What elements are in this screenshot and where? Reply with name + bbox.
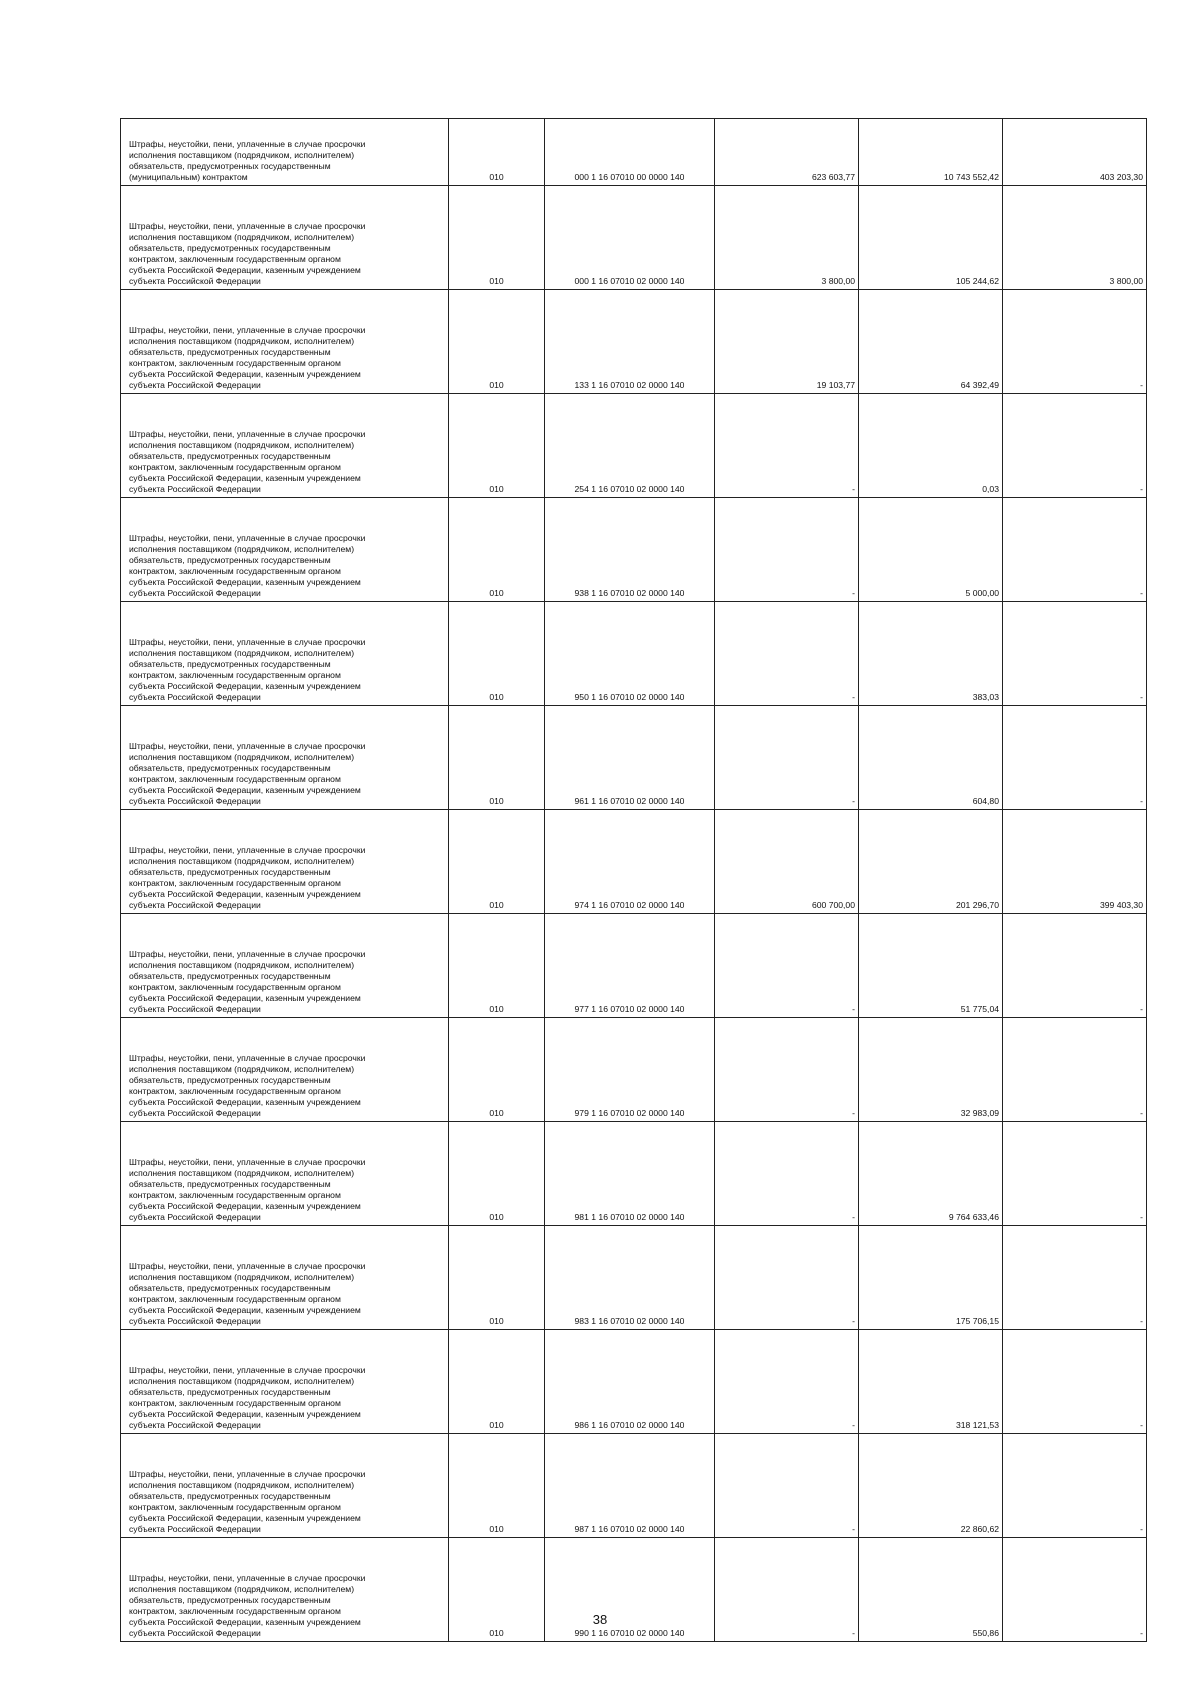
description-line: обязательств, предусмотренных государственным [129,555,331,565]
value-column-1: - [715,498,859,602]
table-row [121,1018,1147,1122]
description-line: субъекта Российской Федерации, казенным учреждением [129,1097,361,1107]
description-line: обязательств, предусмотренных государственным [129,867,331,877]
description-line: контрактом, заключенным государственным органом [129,1502,341,1512]
budget-classification-code: 961 1 16 07010 02 0000 140 [545,706,715,810]
description-line: субъекта Российской Федерации, казенным учреждением [129,1513,361,1523]
description-line: обязательств, предусмотренных государственным [129,1075,331,1085]
line-code: 010 [449,290,545,394]
value-column-2: 5 000,00 [859,498,1003,602]
line-code: 010 [449,394,545,498]
description-line: контрактом, заключенным государственным органом [129,670,341,680]
description-line: субъекта Российской Федерации, казенным учреждением [129,1409,361,1419]
description-line: Штрафы, неустойки, пени, уплаченные в случае просрочки [129,1469,366,1479]
value-column-2: 604,80 [859,706,1003,810]
description-line: Штрафы, неустойки, пени, уплаченные в случае просрочки [129,845,366,855]
description-line: Штрафы, неустойки, пени, уплаченные в случае просрочки [129,1573,366,1583]
table-row [121,119,1147,186]
page-number: 38 [592,1612,608,1627]
table-row [121,1226,1147,1330]
description-line: субъекта Российской Федерации [129,1004,261,1014]
value-column-1: - [715,914,859,1018]
value-column-3: - [1003,914,1147,1018]
row-description [121,1226,449,1330]
description-line: субъекта Российской Федерации [129,1212,261,1222]
budget-classification-code: 983 1 16 07010 02 0000 140 [545,1226,715,1330]
description-line: Штрафы, неустойки, пени, уплаченные в случае просрочки [129,637,366,647]
line-code: 010 [449,1018,545,1122]
description-line: контрактом, заключенным государственным органом [129,566,341,576]
row-description [121,810,449,914]
table-row [121,602,1147,706]
row-description [121,602,449,706]
description-line: исполнения поставщиком (подрядчиком, исполнителем) [129,544,355,554]
value-column-3: - [1003,1226,1147,1330]
table-row [121,810,1147,914]
description-line: Штрафы, неустойки, пени, уплаченные в случае просрочки [129,1365,366,1375]
description-line: Штрафы, неустойки, пени, уплаченные в случае просрочки [129,325,366,335]
description-line: Штрафы, неустойки, пени, уплаченные в случае просрочки [129,533,366,543]
value-column-2: 64 392,49 [859,290,1003,394]
line-code: 010 [449,1226,545,1330]
description-line: субъекта Российской Федерации [129,900,261,910]
line-code: 010 [449,810,545,914]
table-row [121,498,1147,602]
description-line: контрактом, заключенным государственным органом [129,358,341,368]
description-line: контрактом, заключенным государственным органом [129,774,341,784]
value-column-3: - [1003,1538,1147,1642]
description-line: обязательств, предусмотренных государственным [129,451,331,461]
value-column-2: 9 764 633,46 [859,1122,1003,1226]
value-column-2: 10 743 552,42 [859,119,1003,186]
line-code: 010 [449,914,545,1018]
value-column-2: 22 860,62 [859,1434,1003,1538]
value-column-2: 32 983,09 [859,1018,1003,1122]
line-code: 010 [449,1434,545,1538]
value-column-3: - [1003,394,1147,498]
description-line: субъекта Российской Федерации [129,1108,261,1118]
budget-classification-code: 000 1 16 07010 02 0000 140 [545,186,715,290]
description-line: исполнения поставщиком (подрядчиком, исполнителем) [129,1480,355,1490]
description-line: контрактом, заключенным государственным органом [129,982,341,992]
budget-classification-code: 974 1 16 07010 02 0000 140 [545,810,715,914]
description-line: субъекта Российской Федерации [129,484,261,494]
line-code: 010 [449,1122,545,1226]
description-line: контрактом, заключенным государственным органом [129,1606,341,1616]
description-line: исполнения поставщиком (подрядчиком, исполнителем) [129,1168,355,1178]
row-description [121,290,449,394]
row-description [121,186,449,290]
description-line: субъекта Российской Федерации, казенным учреждением [129,889,361,899]
budget-classification-code: 979 1 16 07010 02 0000 140 [545,1018,715,1122]
description-line: субъекта Российской Федерации, казенным учреждением [129,1617,361,1627]
value-column-2: 318 121,53 [859,1330,1003,1434]
description-line: исполнения поставщиком (подрядчиком, исполнителем) [129,752,355,762]
description-line: контрактом, заключенным государственным органом [129,254,341,264]
budget-classification-code: 981 1 16 07010 02 0000 140 [545,1122,715,1226]
line-code: 010 [449,706,545,810]
value-column-1: - [715,1122,859,1226]
description-line: Штрафы, неустойки, пени, уплаченные в случае просрочки [129,1157,366,1167]
description-line: обязательств, предусмотренных государственным [129,1179,331,1189]
value-column-2: 51 775,04 [859,914,1003,1018]
row-description [121,394,449,498]
description-line: субъекта Российской Федерации, казенным учреждением [129,1305,361,1315]
description-line: (муниципальным) контрактом [129,172,248,182]
value-column-2: 201 296,70 [859,810,1003,914]
description-line: исполнения поставщиком (подрядчиком, исполнителем) [129,1272,355,1282]
value-column-3: 399 403,30 [1003,810,1147,914]
value-column-1: 600 700,00 [715,810,859,914]
description-line: обязательств, предусмотренных государственным [129,243,331,253]
line-code: 010 [449,1330,545,1434]
description-line: Штрафы, неустойки, пени, уплаченные в случае просрочки [129,221,366,231]
description-line: контрактом, заключенным государственным органом [129,1086,341,1096]
description-line: исполнения поставщиком (подрядчиком, исполнителем) [129,150,355,160]
description-line: исполнения поставщиком (подрядчиком, исполнителем) [129,232,355,242]
value-column-1: - [715,706,859,810]
value-column-3: - [1003,706,1147,810]
description-line: Штрафы, неустойки, пени, уплаченные в случае просрочки [129,429,366,439]
value-column-3: 3 800,00 [1003,186,1147,290]
row-description [121,1434,449,1538]
description-line: Штрафы, неустойки, пени, уплаченные в случае просрочки [129,139,366,149]
table-row [121,290,1147,394]
value-column-2: 383,03 [859,602,1003,706]
description-line: субъекта Российской Федерации, казенным учреждением [129,473,361,483]
description-line: субъекта Российской Федерации, казенным учреждением [129,993,361,1003]
description-line: субъекта Российской Федерации, казенным учреждением [129,785,361,795]
description-line: обязательств, предусмотренных государственным [129,1595,331,1605]
description-line: исполнения поставщиком (подрядчиком, исполнителем) [129,856,355,866]
description-line: обязательств, предусмотренных государственным [129,1387,331,1397]
description-line: обязательств, предусмотренных государственным [129,161,331,171]
description-line: субъекта Российской Федерации, казенным учреждением [129,369,361,379]
description-line: субъекта Российской Федерации [129,588,261,598]
description-line: контрактом, заключенным государственным органом [129,1398,341,1408]
description-line: Штрафы, неустойки, пени, уплаченные в случае просрочки [129,949,366,959]
description-line: обязательств, предусмотренных государственным [129,347,331,357]
row-description [121,914,449,1018]
value-column-3: 403 203,30 [1003,119,1147,186]
description-line: Штрафы, неустойки, пени, уплаченные в случае просрочки [129,1261,366,1271]
description-line: субъекта Российской Федерации [129,1316,261,1326]
table-row [121,394,1147,498]
value-column-2: 175 706,15 [859,1226,1003,1330]
value-column-2: 105 244,62 [859,186,1003,290]
description-line: исполнения поставщиком (подрядчиком, исполнителем) [129,440,355,450]
table-row [121,186,1147,290]
budget-classification-code: 977 1 16 07010 02 0000 140 [545,914,715,1018]
line-code: 010 [449,602,545,706]
value-column-3: - [1003,602,1147,706]
description-line: исполнения поставщиком (подрядчиком, исполнителем) [129,960,355,970]
description-line: субъекта Российской Федерации, казенным учреждением [129,681,361,691]
row-description [121,1122,449,1226]
description-line: субъекта Российской Федерации [129,796,261,806]
description-line: контрактом, заключенным государственным органом [129,1190,341,1200]
budget-classification-code: 990 1 16 07010 02 0000 140 [545,1538,715,1642]
value-column-3: - [1003,1434,1147,1538]
revenue-table [120,118,1147,1642]
budget-classification-code: 987 1 16 07010 02 0000 140 [545,1434,715,1538]
description-line: субъекта Российской Федерации [129,1628,261,1638]
description-line: контрактом, заключенным государственным органом [129,462,341,472]
description-line: обязательств, предусмотренных государственным [129,763,331,773]
value-column-1: 623 603,77 [715,119,859,186]
budget-classification-code: 254 1 16 07010 02 0000 140 [545,394,715,498]
value-column-1: 19 103,77 [715,290,859,394]
value-column-1: - [715,1018,859,1122]
description-line: исполнения поставщиком (подрядчиком, исполнителем) [129,336,355,346]
row-description [121,1018,449,1122]
line-code: 010 [449,186,545,290]
value-column-1: 3 800,00 [715,186,859,290]
budget-classification-code: 000 1 16 07010 00 0000 140 [545,119,715,186]
row-description [121,119,449,186]
description-line: субъекта Российской Федерации, казенным учреждением [129,1201,361,1211]
table-row [121,914,1147,1018]
budget-classification-code: 986 1 16 07010 02 0000 140 [545,1330,715,1434]
description-line: обязательств, предусмотренных государственным [129,659,331,669]
description-line: обязательств, предусмотренных государственным [129,971,331,981]
line-code: 010 [449,1538,545,1642]
value-column-1: - [715,602,859,706]
table-row [121,706,1147,810]
line-code: 010 [449,498,545,602]
value-column-1: - [715,1226,859,1330]
description-line: субъекта Российской Федерации [129,1420,261,1430]
description-line: Штрафы, неустойки, пени, уплаченные в случае просрочки [129,741,366,751]
value-column-2: 550,86 [859,1538,1003,1642]
value-column-1: - [715,1330,859,1434]
table-row [121,1434,1147,1538]
row-description [121,498,449,602]
line-code: 010 [449,119,545,186]
description-line: обязательств, предусмотренных государственным [129,1283,331,1293]
description-line: исполнения поставщиком (подрядчиком, исполнителем) [129,648,355,658]
description-line: субъекта Российской Федерации [129,692,261,702]
row-description [121,706,449,810]
value-column-3: - [1003,1122,1147,1226]
value-column-3: - [1003,290,1147,394]
description-line: субъекта Российской Федерации, казенным учреждением [129,577,361,587]
table-body [121,119,1147,1642]
value-column-1: - [715,1434,859,1538]
budget-classification-code: 133 1 16 07010 02 0000 140 [545,290,715,394]
value-column-3: - [1003,498,1147,602]
table-row [121,1122,1147,1226]
description-line: Штрафы, неустойки, пени, уплаченные в случае просрочки [129,1053,366,1063]
description-line: субъекта Российской Федерации [129,380,261,390]
description-line: контрактом, заключенным государственным органом [129,878,341,888]
description-line: субъекта Российской Федерации [129,276,261,286]
description-line: обязательств, предусмотренных государственным [129,1491,331,1501]
description-line: исполнения поставщиком (подрядчиком, исполнителем) [129,1064,355,1074]
value-column-1: - [715,1538,859,1642]
budget-classification-code: 950 1 16 07010 02 0000 140 [545,602,715,706]
table-row [121,1330,1147,1434]
value-column-3: - [1003,1330,1147,1434]
description-line: контрактом, заключенным государственным органом [129,1294,341,1304]
description-line: субъекта Российской Федерации, казенным учреждением [129,265,361,275]
budget-classification-code: 938 1 16 07010 02 0000 140 [545,498,715,602]
value-column-2: 0,03 [859,394,1003,498]
row-description [121,1330,449,1434]
value-column-1: - [715,394,859,498]
description-line: исполнения поставщиком (подрядчиком, исполнителем) [129,1376,355,1386]
description-line: субъекта Российской Федерации [129,1524,261,1534]
value-column-3: - [1003,1018,1147,1122]
description-line: исполнения поставщиком (подрядчиком, исполнителем) [129,1584,355,1594]
